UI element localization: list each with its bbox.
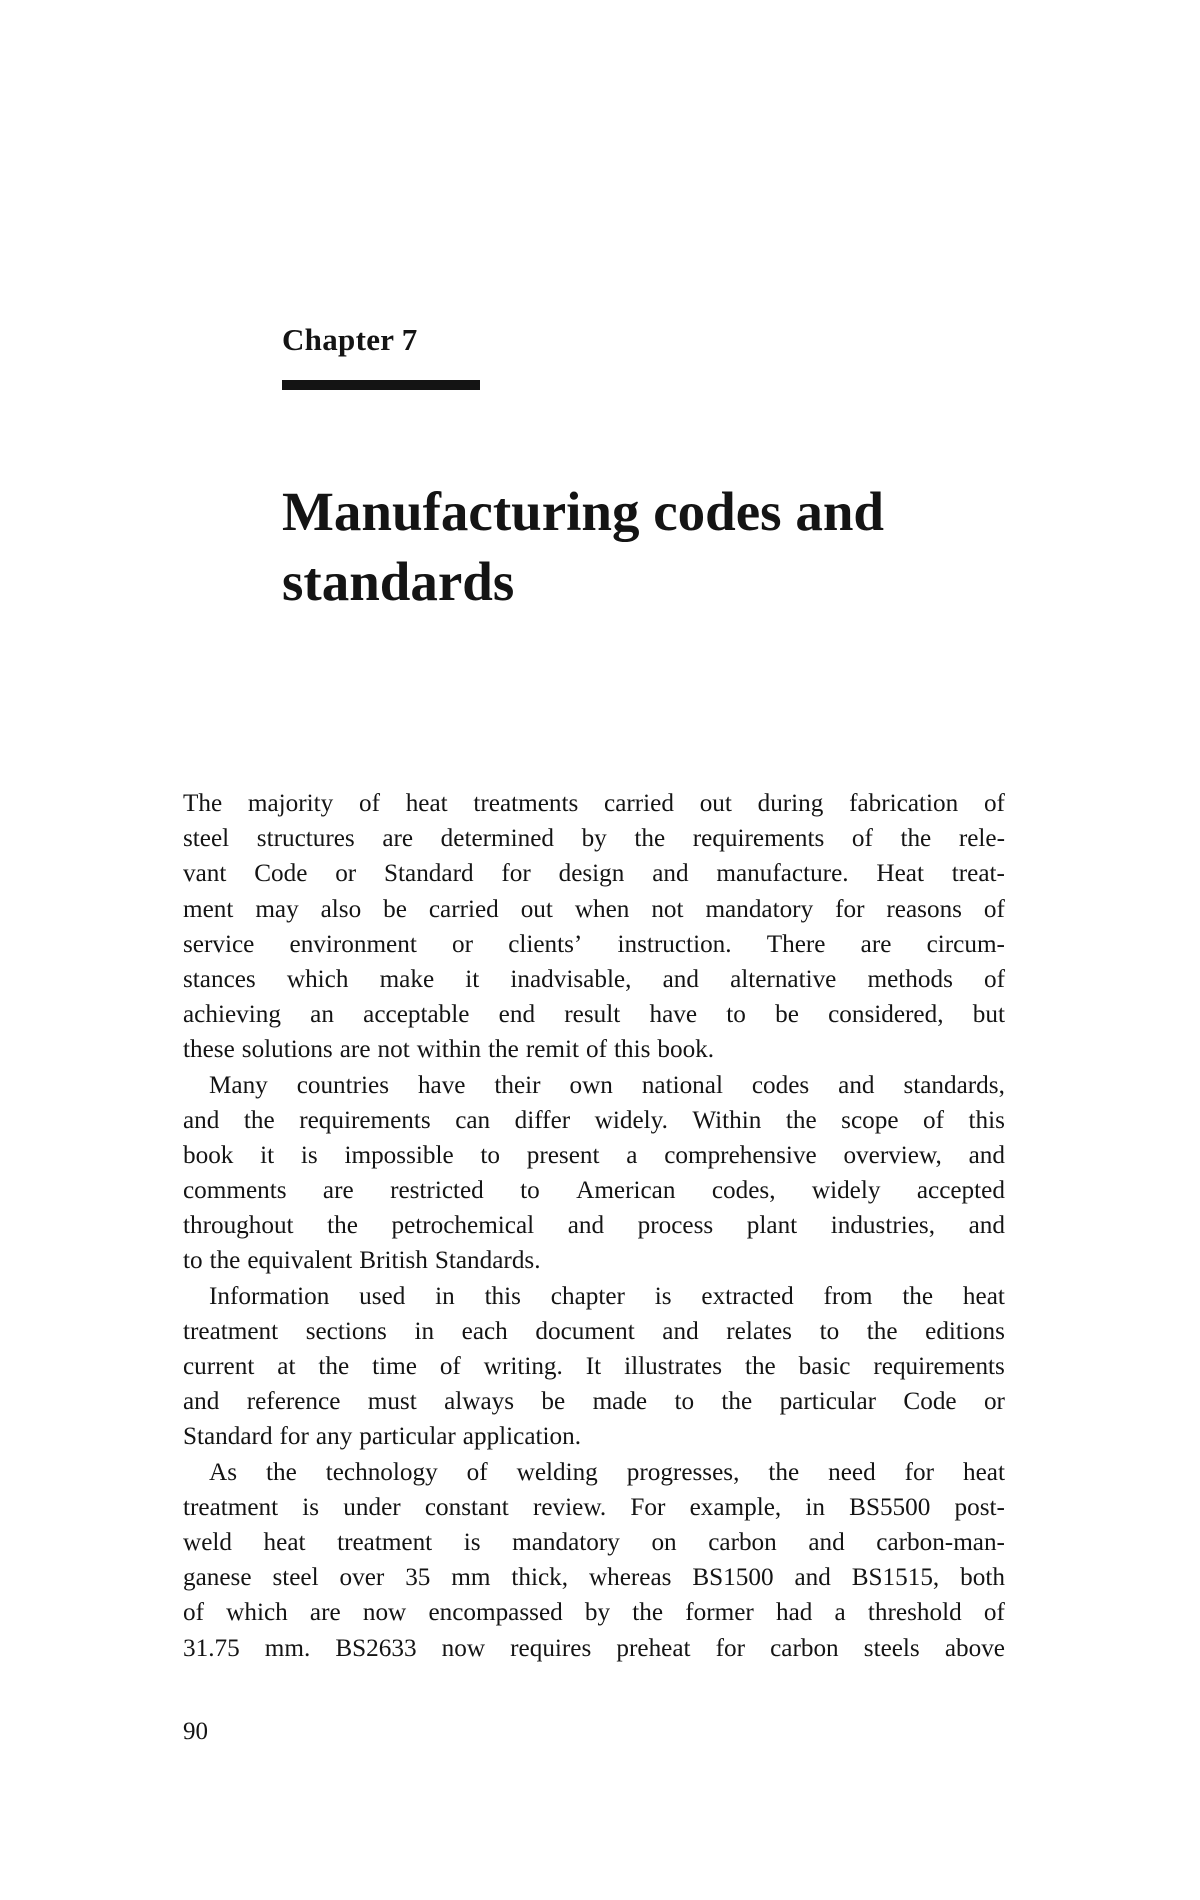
text-line: Standard for any particular application. xyxy=(183,1423,581,1451)
text-line: comments are restricted to American codes, widely accepted xyxy=(183,1177,1005,1205)
text-line: treatment sections in each document and relates to the editions xyxy=(183,1317,1005,1345)
text-line: The majority of heat treatments carried out during fabrication of xyxy=(183,790,1005,817)
chapter-title-line: standards xyxy=(282,551,515,612)
text-line: weld heat treatment is mandatory on carbon and carbon-man- xyxy=(183,1528,1005,1556)
text-line: current at the time of writing. It illustrates the basic requirements xyxy=(183,1353,1005,1380)
text-line: these solutions are not within the remit of this book. xyxy=(183,1036,715,1064)
text-line: Information used in this chapter is extracted from the heat xyxy=(209,1282,1005,1310)
body-text xyxy=(183,786,1005,1666)
chapter-rule xyxy=(282,380,480,390)
page-number: 90 xyxy=(183,1718,208,1745)
chapter-title-line: Manufacturing codes and xyxy=(282,481,884,542)
text-line: steel structures are determined by the requirements of the rele- xyxy=(183,825,1005,853)
text-line: treatment is under constant review. For example, in BS5500 post- xyxy=(183,1493,1005,1521)
text-line: 31.75 mm. BS2633 now requires preheat for carbon steels above xyxy=(183,1634,1005,1662)
text-line: Many countries have their own national codes and standards, xyxy=(209,1071,1005,1099)
text-line: achieving an acceptable end result have to be considered, but xyxy=(183,1001,1005,1029)
text-line: to the equivalent British Standards. xyxy=(183,1247,541,1275)
text-line: As the technology of welding progresses, the need for heat xyxy=(209,1458,1005,1486)
text-line: of which are now encompassed by the former had a threshold of xyxy=(183,1599,1005,1627)
text-line: service environment or clients’ instruction. There are circum- xyxy=(183,930,1005,958)
text-line: book it is impossible to present a comprehensive overview, and xyxy=(183,1141,1005,1169)
text-line: ganese steel over 35 mm thick, whereas BS1500 and BS1515, both xyxy=(183,1564,1005,1592)
paragraph xyxy=(183,1455,1005,1666)
paragraph xyxy=(183,1068,1005,1279)
paragraph xyxy=(183,786,1005,1068)
text-line: and reference must always be made to the particular Code or xyxy=(183,1388,1005,1416)
text-line: vant Code or Standard for design and manufacture. Heat treat- xyxy=(183,860,1005,888)
chapter-title xyxy=(282,477,1042,617)
text-line: throughout the petrochemical and process plant industries, and xyxy=(183,1212,1005,1240)
paragraph xyxy=(183,1279,1005,1455)
text-line: stances which make it inadvisable, and alternative methods of xyxy=(183,965,1005,993)
text-line: and the requirements can differ widely. Within the scope of this xyxy=(183,1106,1005,1134)
chapter-label: Chapter 7 xyxy=(282,322,418,357)
text-line: ment may also be carried out when not mandatory for reasons of xyxy=(183,895,1005,923)
